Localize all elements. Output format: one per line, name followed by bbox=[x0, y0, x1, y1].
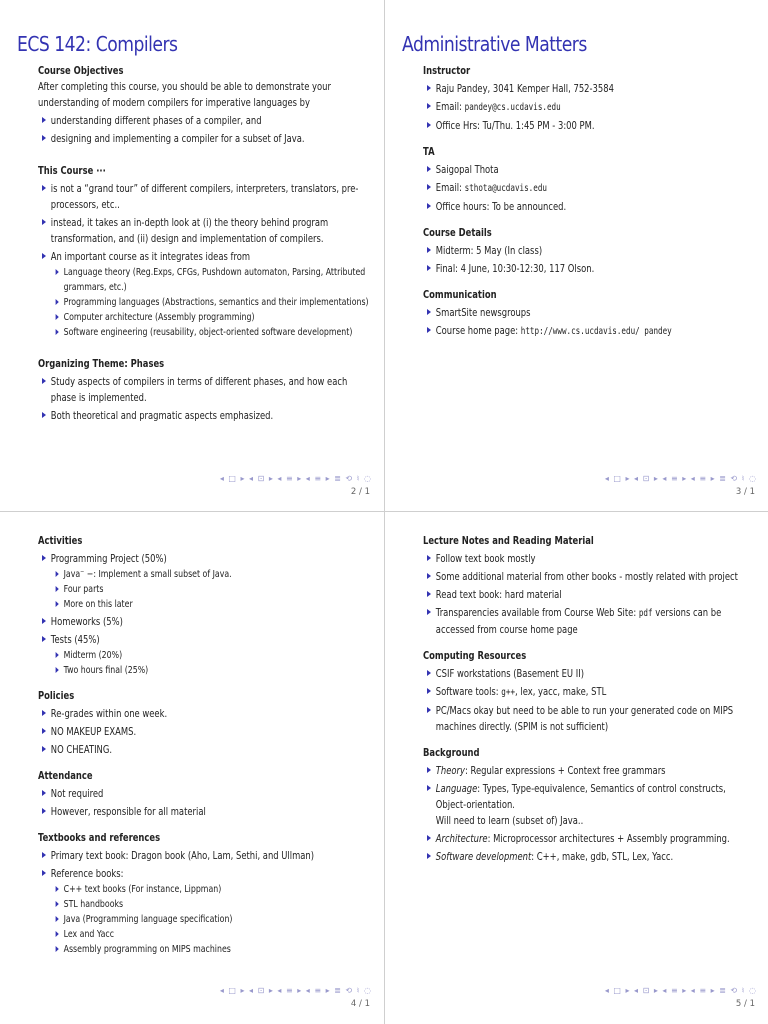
page-number: 2 / 1 bbox=[350, 487, 370, 497]
list-item-text: Reference books: bbox=[50, 868, 124, 880]
section-heading: Organizing Theme: Phases bbox=[38, 358, 165, 370]
bullet-list bbox=[38, 374, 374, 424]
text-part: : Microprocessor architectures + Assembly programming. bbox=[487, 833, 730, 845]
slide-body bbox=[423, 63, 759, 342]
slide-lecture-notes bbox=[385, 512, 768, 1023]
paragraph: After completing this course, you should be able to demonstrate your understanding of modern compilers for imperative languages by bbox=[38, 81, 331, 109]
slide-body bbox=[38, 63, 374, 426]
text-part: Transparencies available from Course Web Site: bbox=[435, 607, 639, 619]
list-item: instead, it takes an in-depth look at (i) the theory behind program transformation, and (ii) design and implementation of compilers. bbox=[38, 215, 374, 247]
list-item: However, responsible for all material bbox=[38, 804, 374, 820]
bullet-list bbox=[423, 162, 759, 215]
sub-item: Language theory (Reg.Exps, CFGs, Pushdown automaton, Parsing, Attributed grammars, etc.) bbox=[51, 265, 374, 295]
list-item: Re-grades within one week. bbox=[38, 706, 374, 722]
section-heading: Computing Resources bbox=[423, 650, 527, 662]
text-part: : Regular expressions + Context free grammars bbox=[464, 765, 666, 777]
bullet-list bbox=[423, 243, 759, 277]
list-item: Office hours: To be announced. bbox=[423, 199, 759, 215]
list-item bbox=[423, 781, 759, 829]
list-item bbox=[38, 249, 374, 340]
section-heading: Activities bbox=[38, 535, 83, 547]
section-heading: Course Details bbox=[423, 227, 492, 239]
beamer-navigation-icons[interactable]: ◂ □ ▸ ◂ ⊡ ▸ ◂ ≡ ▸ ◂ ≡ ▸ ≣ ⟲ ♮ ◌ bbox=[219, 474, 372, 483]
beamer-navigation-icons[interactable]: ◂ □ ▸ ◂ ⊡ ▸ ◂ ≡ ▸ ◂ ≡ ▸ ≣ ⟲ ♮ ◌ bbox=[219, 986, 372, 995]
list-item: Some additional material from other books - mostly related with project bbox=[423, 569, 759, 585]
bullet-list bbox=[423, 666, 759, 735]
slide-compilers bbox=[0, 0, 384, 511]
list-item bbox=[423, 99, 759, 116]
slide-administrative bbox=[385, 0, 768, 511]
text-part: : C++, make, gdb, STL, Lex, Yacc. bbox=[531, 851, 674, 863]
section-heading: Instructor bbox=[423, 65, 471, 77]
sub-item: Midterm (20%) bbox=[51, 648, 374, 663]
list-item: Final: 4 June, 10:30-12:30, 117 Olson. bbox=[423, 261, 759, 277]
list-item: Follow text book mostly bbox=[423, 551, 759, 567]
list-item bbox=[38, 632, 374, 678]
section-heading: Policies bbox=[38, 690, 75, 702]
list-item: NO CHEATING. bbox=[38, 742, 374, 758]
slide-activities bbox=[0, 512, 384, 1023]
sub-item: Two hours final (25%) bbox=[51, 663, 374, 678]
pdf-mono: pdf bbox=[638, 608, 653, 619]
bullet-list bbox=[38, 786, 374, 820]
email-label: Email: bbox=[435, 101, 465, 113]
list-item: Read text book: hard material bbox=[423, 587, 759, 603]
sub-item: Assembly programming on MIPS machines bbox=[51, 942, 374, 957]
bullet-list bbox=[38, 551, 374, 678]
section-heading: Textbooks and references bbox=[38, 832, 161, 844]
list-item: Not required bbox=[38, 786, 374, 802]
list-item-text: Programming Project (50%) bbox=[50, 553, 167, 565]
list-item: PC/Macs okay but need to be able to run your generated code on MIPS machines directly. (SPIM is not sufficient) bbox=[423, 703, 759, 735]
bullet-list bbox=[423, 763, 759, 865]
list-item bbox=[423, 180, 759, 197]
list-item: Both theoretical and pragmatic aspects emphasized. bbox=[38, 408, 374, 424]
section-heading: Course Objectives bbox=[38, 65, 124, 77]
sub-item: Computer architecture (Assembly programming) bbox=[51, 310, 374, 325]
list-item: is not a “grand tour” of different compilers, interpreters, translators, pre-processors, etc.. bbox=[38, 181, 374, 213]
list-item bbox=[423, 605, 759, 638]
italic-label: Language bbox=[435, 783, 478, 795]
list-item: Homeworks (5%) bbox=[38, 614, 374, 630]
list-item bbox=[38, 551, 374, 612]
sub-list bbox=[51, 265, 374, 340]
bullet-list bbox=[38, 113, 374, 147]
bullet-list bbox=[423, 551, 759, 638]
slide-title: ECS 142: Compilers bbox=[17, 32, 178, 56]
slide-body bbox=[423, 533, 759, 867]
sub-item: Four parts bbox=[51, 582, 374, 597]
section-heading: Background bbox=[423, 747, 480, 759]
sub-list bbox=[51, 567, 374, 612]
page-number: 3 / 1 bbox=[735, 487, 755, 497]
list-item: Office Hrs: Tu/Thu. 1:45 PM - 3:00 PM. bbox=[423, 118, 759, 134]
sub-item: STL handbooks bbox=[51, 897, 374, 912]
sub-item: Software engineering (reusability, object-oriented software development) bbox=[51, 325, 374, 340]
bullet-list bbox=[38, 706, 374, 758]
sub-item: Lex and Yacc bbox=[51, 927, 374, 942]
bullet-list bbox=[38, 181, 374, 340]
homepage-label: Course home page: bbox=[435, 325, 521, 337]
slide-body bbox=[38, 533, 374, 959]
bullet-list bbox=[423, 81, 759, 134]
page-number: 4 / 1 bbox=[350, 999, 370, 1009]
list-item-text: Tests (45%) bbox=[50, 634, 100, 646]
list-item bbox=[38, 866, 374, 957]
list-item: Study aspects of compilers in terms of different phases, and how each phase is implemented. bbox=[38, 374, 374, 406]
sub-item: C++ text books (For instance, Lippman) bbox=[51, 882, 374, 897]
page-number: 5 / 1 bbox=[735, 999, 755, 1009]
sub-item: Java (Programming language specification) bbox=[51, 912, 374, 927]
list-item bbox=[423, 849, 759, 865]
list-item: SmartSite newsgroups bbox=[423, 305, 759, 321]
italic-label: Architecture bbox=[435, 833, 488, 845]
list-item: NO MAKEUP EXAMS. bbox=[38, 724, 374, 740]
list-item: Midterm: 5 May (In class) bbox=[423, 243, 759, 259]
sub-list bbox=[51, 648, 374, 678]
homepage-url: http://www.cs.ucdavis.edu/ pandey bbox=[520, 326, 672, 337]
email-label: Email: bbox=[435, 182, 465, 194]
list-item: CSIF workstations (Basement EU II) bbox=[423, 666, 759, 682]
sub-item: More on this later bbox=[51, 597, 374, 612]
sub-list bbox=[51, 882, 374, 957]
list-item: Primary text book: Dragon book (Aho, Lam, Sethi, and Ullman) bbox=[38, 848, 374, 864]
sub-item: Java⁻ −: Implement a small subset of Java. bbox=[51, 567, 374, 582]
beamer-navigation-icons[interactable]: ◂ □ ▸ ◂ ⊡ ▸ ◂ ≡ ▸ ◂ ≡ ▸ ≣ ⟲ ♮ ◌ bbox=[604, 986, 757, 995]
email-address: sthota@ucdavis.edu bbox=[464, 183, 547, 194]
bullet-list bbox=[423, 305, 759, 340]
beamer-navigation-icons[interactable]: ◂ □ ▸ ◂ ⊡ ▸ ◂ ≡ ▸ ◂ ≡ ▸ ≣ ⟲ ♮ ◌ bbox=[604, 474, 757, 483]
list-item bbox=[423, 831, 759, 847]
list-item: Saigopal Thota bbox=[423, 162, 759, 178]
italic-label: Theory bbox=[435, 765, 465, 777]
section-heading: Attendance bbox=[38, 770, 93, 782]
italic-label: Software development bbox=[435, 851, 532, 863]
gpp-mono: g++ bbox=[501, 687, 516, 698]
sub-item: Programming languages (Abstractions, semantics and their implementations) bbox=[51, 295, 374, 310]
list-item bbox=[423, 323, 759, 340]
list-item: designing and implementing a compiler for a subset of Java. bbox=[38, 131, 374, 147]
list-item bbox=[423, 763, 759, 779]
list-item-text: An important course as it integrates ideas from bbox=[50, 251, 251, 263]
list-item bbox=[423, 684, 759, 701]
list-item: Raju Pandey, 3041 Kemper Hall, 752-3584 bbox=[423, 81, 759, 97]
text-part: Software tools: bbox=[435, 686, 502, 698]
list-item: understanding different phases of a compiler, and bbox=[38, 113, 374, 129]
text-part: , lex, yacc, make, STL bbox=[515, 686, 607, 698]
section-heading: TA bbox=[423, 146, 435, 158]
section-heading: This Course ··· bbox=[38, 165, 106, 177]
section-heading: Lecture Notes and Reading Material bbox=[423, 535, 594, 547]
text-part: versions can be accessed from course home page bbox=[435, 607, 722, 636]
text-part: Will need to learn (subset of) Java.. bbox=[435, 815, 584, 827]
section-heading: Communication bbox=[423, 289, 497, 301]
slide-title: Administrative Matters bbox=[402, 32, 587, 56]
bullet-list bbox=[38, 848, 374, 957]
text-part: : Types, Type-equivalence, Semantics of control constructs, Object-orientation. bbox=[435, 783, 726, 811]
email-address: pandey@cs.ucdavis.edu bbox=[464, 102, 561, 113]
